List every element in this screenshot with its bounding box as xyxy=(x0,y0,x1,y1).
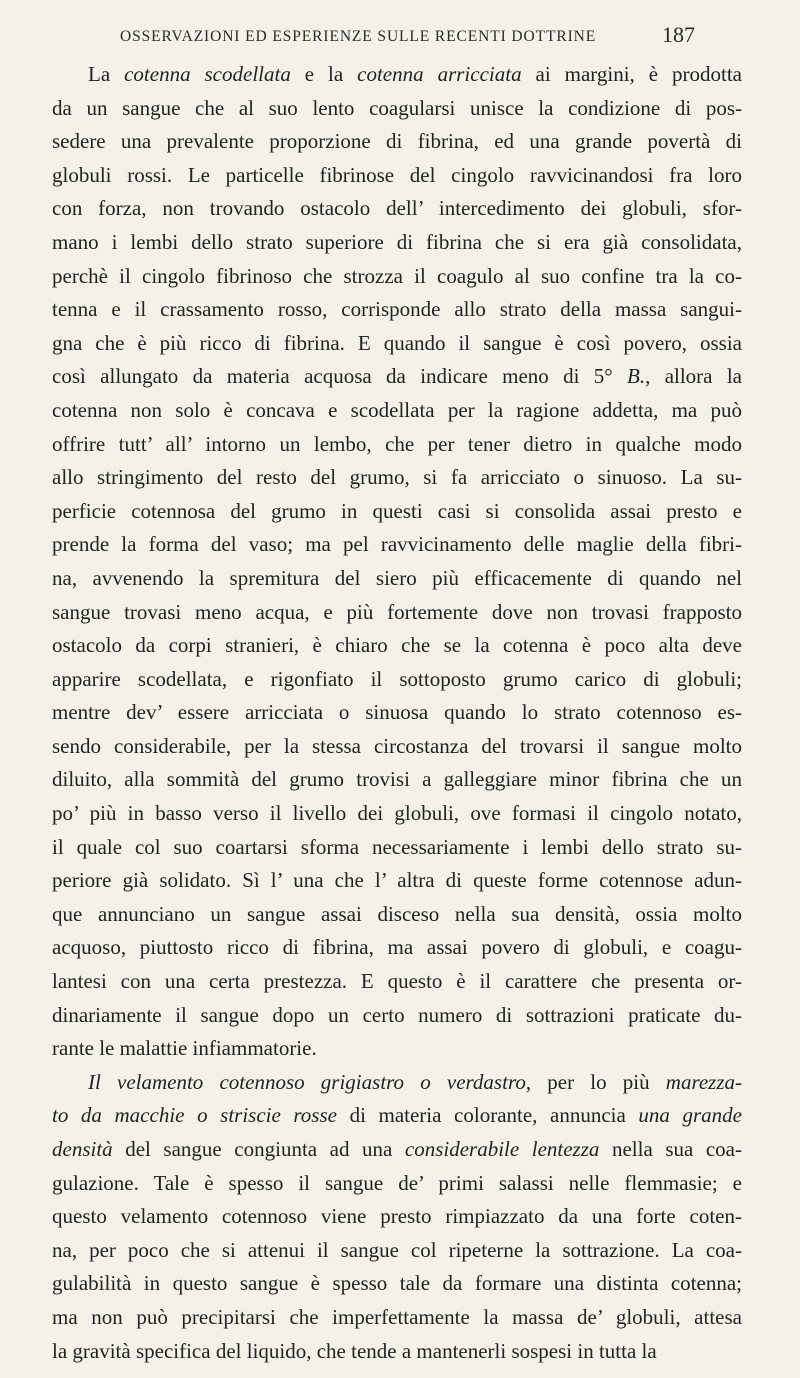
text-segment: periore già solidato. Sì l’ una che l’ altra di queste forme cotennose adun- xyxy=(52,868,742,893)
text-line xyxy=(52,629,742,663)
text-segment: apparire scodellata, e rigonfiato il sottoposto grumo carico di globuli; xyxy=(52,666,742,691)
text-line xyxy=(52,1133,742,1167)
text-line xyxy=(52,663,742,697)
text-segment: tenna e il crassamento rosso, corrisponde allo strato della massa sangui- xyxy=(52,297,742,322)
text-segment: lantesi con una certa prestezza. E questo è il carattere che presenta or- xyxy=(52,969,742,994)
text-segment: po’ più in basso verso il livello dei globuli, ove formasi il cingolo notato, xyxy=(52,801,742,826)
text-line xyxy=(52,1234,742,1268)
text-segment: ostacolo da corpi stranieri, è chiaro che se la cotenna è poco alta deve xyxy=(52,633,742,658)
italic-text: to da macchie o striscie rosse xyxy=(52,1103,337,1128)
text-segment: perficie cotennosa del grumo in questi casi si consolida assai presto e xyxy=(52,498,742,523)
italic-text: cotenna scodellata xyxy=(124,62,291,86)
text-line xyxy=(52,696,742,730)
running-head: OSSERVAZIONI ED ESPERIENZE SULLE RECENTI DOTTRINE xyxy=(120,28,597,45)
page-number: 187 xyxy=(662,22,695,47)
text-line xyxy=(52,596,742,630)
text-segment: sangue trovasi meno acqua, e più fortemente dove non trovasi frapposto xyxy=(52,599,742,624)
text-segment: la gravità specifica del liquido, che tende a mantenerli sospesi in tutta la xyxy=(52,1338,657,1363)
text-line xyxy=(52,92,742,126)
body-text xyxy=(52,58,742,1368)
italic-text: Il velamento cotennoso grigiastro o verdastro xyxy=(88,1069,526,1094)
text-line xyxy=(52,898,742,932)
text-line xyxy=(52,931,742,965)
text-line xyxy=(52,797,742,831)
text-segment: perchè il cingolo fibrinoso che strozza il coagulo al suo confine tra la co- xyxy=(52,263,742,288)
text-segment: rante le malattie infiammatorie. xyxy=(52,1036,317,1061)
text-segment: , per lo più xyxy=(525,1069,666,1094)
text-line xyxy=(52,293,742,327)
text-segment: gulabilità in questo sangue è spesso tale da formare una distinta cotenna; xyxy=(52,1271,742,1296)
italic-text: densità xyxy=(52,1137,113,1161)
text-line xyxy=(52,1099,742,1133)
text-segment: prende la forma del vaso; ma pel ravvicinamento delle maglie della fibri- xyxy=(52,532,742,557)
text-line xyxy=(52,1301,742,1335)
italic-text: cotenna arricciata xyxy=(357,62,522,86)
text-segment: cotenna non solo è concava e scodellata per la ragione addetta, ma può xyxy=(52,397,742,422)
text-segment: così allungato da materia acquosa da indicare meno di 5° xyxy=(52,364,628,389)
text-segment: mentre dev’ essere arricciata o sinuosa quando lo strato cotennoso es- xyxy=(52,700,742,725)
text-segment: il quale col suo coartarsi sforma necessariamente i lembi dello strato su- xyxy=(52,834,742,859)
text-segment: da un sangue che al suo lento coagularsi unisce la condizione di pos- xyxy=(52,95,742,120)
text-line xyxy=(52,1267,742,1301)
text-line xyxy=(52,763,742,797)
text-line xyxy=(52,528,742,562)
text-line xyxy=(52,1335,742,1369)
text-line xyxy=(52,192,742,226)
italic-text: B. xyxy=(627,364,646,389)
text-segment: mano i lembi dello strato superiore di fibrina che si era già consolidata, xyxy=(52,229,742,254)
text-line xyxy=(52,58,742,92)
text-segment: ai margini, è prodotta xyxy=(521,62,742,86)
text-segment: offrire tutt’ all’ intorno un lembo, che per tener dietro in qualche modo xyxy=(52,431,742,456)
text-segment: questo velamento cotennoso viene presto rimpiazzato da una forte coten- xyxy=(52,1204,742,1229)
text-line xyxy=(52,226,742,260)
text-segment: di materia colorante, annuncia xyxy=(336,1103,639,1128)
text-line xyxy=(52,394,742,428)
text-segment: gna che è più ricco di fibrina. E quando il sangue è così povero, ossia xyxy=(52,330,742,355)
italic-text: considerabile lentezza xyxy=(404,1137,600,1161)
italic-text: una grande xyxy=(638,1103,742,1128)
text-segment: e la xyxy=(290,62,358,86)
text-line xyxy=(52,428,742,462)
text-segment: del sangue congiunta ad una xyxy=(112,1137,405,1161)
text-line xyxy=(52,1167,742,1201)
text-line xyxy=(52,159,742,193)
text-line xyxy=(52,831,742,865)
text-line xyxy=(52,327,742,361)
text-segment: sedere una prevalente proporzione di fibrina, ed una grande povertà di xyxy=(52,129,742,154)
text-segment: sendo considerabile, per la stessa circostanza del trovarsi il sangue molto xyxy=(52,733,742,758)
text-line xyxy=(52,1066,742,1100)
text-segment: La xyxy=(88,62,125,86)
text-segment: con forza, non trovando ostacolo dell’ intercedimento dei globuli, sfor- xyxy=(52,196,742,221)
text-line xyxy=(52,260,742,294)
text-segment: nella sua coa- xyxy=(599,1137,742,1161)
text-line xyxy=(52,495,742,529)
text-segment: ma non può precipitarsi che imperfettamente la massa de’ globuli, attesa xyxy=(52,1304,742,1329)
text-segment: diluito, alla sommità del grumo trovisi a galleggiare minor fibrina che un xyxy=(52,767,742,792)
text-segment: acquoso, piuttosto ricco di fibrina, ma assai povero di globuli, e coagu- xyxy=(52,935,742,960)
text-line xyxy=(52,999,742,1033)
text-line xyxy=(52,965,742,999)
text-segment: dinariamente il sangue dopo un certo numero di sottrazioni praticate du- xyxy=(52,1002,742,1027)
text-line xyxy=(52,864,742,898)
text-line xyxy=(52,125,742,159)
text-line xyxy=(52,461,742,495)
page-header xyxy=(120,18,695,58)
text-segment: gulazione. Tale è spesso il sangue de’ primi salassi nelle flemmasie; e xyxy=(52,1170,742,1195)
text-segment: , allora la xyxy=(645,364,742,389)
italic-text: marezza- xyxy=(665,1069,742,1094)
text-line xyxy=(52,562,742,596)
text-line xyxy=(52,1200,742,1234)
text-line xyxy=(52,730,742,764)
text-segment: allo stringimento del resto del grumo, si fa arricciato o sinuoso. La su- xyxy=(52,465,742,490)
text-line xyxy=(52,1032,742,1066)
text-segment: que annunciano un sangue assai disceso nella sua densità, ossia molto xyxy=(52,901,742,926)
text-line xyxy=(52,360,742,394)
text-segment: na, avvenendo la spremitura del siero più efficacemente di quando nel xyxy=(52,565,742,590)
text-segment: globuli rossi. Le particelle fibrinose del cingolo ravvicinandosi fra loro xyxy=(52,162,742,187)
text-segment: na, per poco che si attenui il sangue col ripeterne la sottrazione. La coa- xyxy=(52,1237,742,1262)
